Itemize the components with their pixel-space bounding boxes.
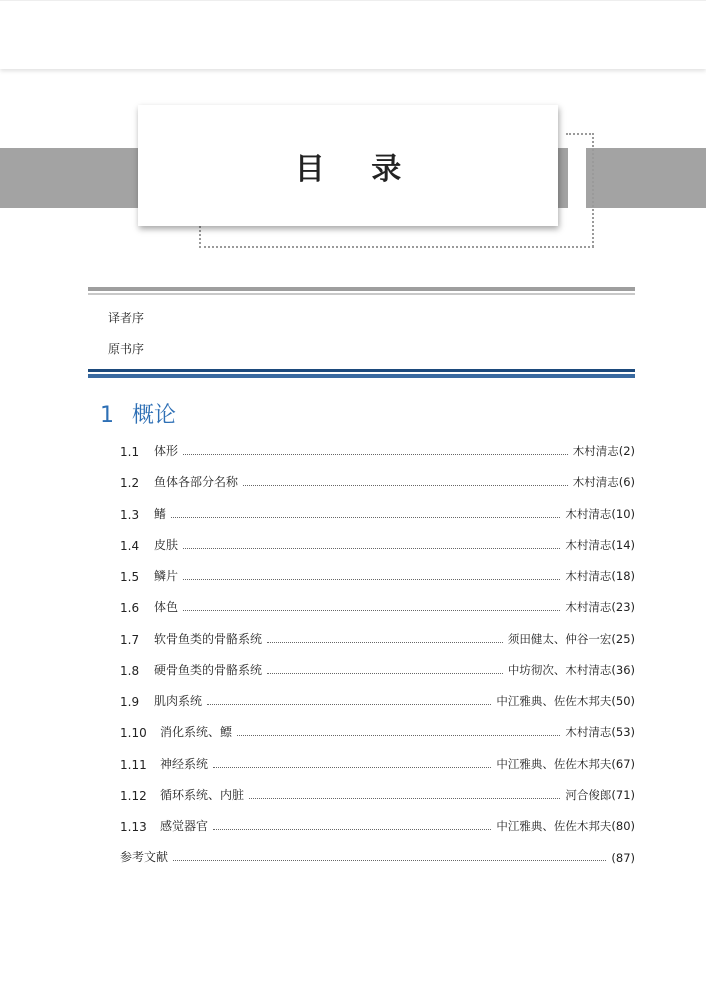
entry-title: 肌肉系统	[154, 694, 203, 708]
divider-blue-bottom	[88, 374, 635, 378]
entry-title: 鱼体各部分名称	[154, 475, 239, 489]
entry-number: 1.5	[120, 570, 140, 584]
dot-leader	[237, 735, 560, 736]
dot-leader	[213, 829, 491, 830]
toc-entry[interactable]	[120, 472, 635, 490]
toc-entry-references[interactable]	[120, 847, 635, 865]
entry-title: 参考文献	[120, 850, 169, 864]
entry-title: 体色	[154, 600, 179, 614]
entry-author-page: 木村清志(2)	[572, 444, 635, 458]
dot-leader	[183, 579, 560, 580]
toc-entry[interactable]	[120, 754, 635, 772]
chapter-heading[interactable]	[100, 398, 176, 429]
entry-number: 1.9	[120, 695, 140, 709]
toc-entry[interactable]	[120, 597, 635, 615]
entry-title: 感觉器官	[160, 819, 209, 833]
dot-leader	[213, 767, 491, 768]
header-band-left	[0, 148, 140, 208]
toc-entry[interactable]	[120, 629, 635, 647]
entry-author-page: 河合俊郎(71)	[565, 788, 635, 802]
entry-title: 鳞片	[154, 569, 179, 583]
entry-author-page: 木村清志(10)	[565, 507, 635, 521]
entry-number: 1.3	[120, 508, 140, 522]
toc-entry[interactable]	[120, 441, 635, 459]
entry-title: 神经系统	[160, 757, 209, 771]
entry-title: 硬骨鱼类的骨骼系统	[154, 663, 263, 677]
chapter-title: 概论	[132, 403, 177, 428]
dot-leader	[183, 454, 568, 455]
page-title: 目 录	[294, 151, 420, 187]
dotted-frame-bottom	[199, 226, 594, 248]
entry-author-page: 中江雅典、佐佐木邦夫(50)	[496, 694, 635, 708]
toc-entry[interactable]	[120, 535, 635, 553]
entry-number: 1.6	[120, 601, 140, 615]
entry-title: 软骨鱼类的骨骼系统	[154, 632, 263, 646]
dot-leader	[171, 517, 560, 518]
divider-gray-bottom	[88, 293, 635, 295]
dot-leader	[173, 860, 606, 861]
toc-preface-original[interactable]: 原书序	[108, 342, 145, 356]
entry-author-page: 须田健太、仲谷一宏(25)	[507, 632, 635, 646]
entry-title: 消化系统、鳔	[160, 725, 233, 739]
entry-author-page: 木村清志(23)	[565, 600, 635, 614]
dot-leader	[183, 548, 560, 549]
dot-leader	[207, 704, 491, 705]
entry-title: 鳍	[154, 507, 167, 521]
toc-entry[interactable]	[120, 816, 635, 834]
entry-number: 1.2	[120, 476, 140, 490]
dot-leader	[243, 485, 568, 486]
toc-entry[interactable]	[120, 785, 635, 803]
entry-number: 1.13	[120, 820, 147, 834]
entry-author-page: 中江雅典、佐佐木邦夫(67)	[496, 757, 635, 771]
entry-page: (87)	[611, 851, 635, 865]
toc-entry[interactable]	[120, 504, 635, 522]
entry-number: 1.10	[120, 726, 147, 740]
toc-entry[interactable]	[120, 722, 635, 740]
divider-gray-top	[88, 287, 635, 291]
toc-entry[interactable]	[120, 660, 635, 678]
entry-number: 1.1	[120, 445, 140, 459]
entry-author-page: 中江雅典、佐佐木邦夫(80)	[496, 819, 635, 833]
dot-leader	[183, 610, 560, 611]
entry-title: 皮肤	[154, 538, 179, 552]
entry-title: 体形	[154, 444, 179, 458]
entry-author-page: 中坊彻次、木村清志(36)	[507, 663, 635, 677]
title-box	[138, 105, 558, 226]
header-band-right	[586, 148, 706, 208]
top-bar	[0, 0, 706, 69]
entry-title: 循环系统、内脏	[160, 788, 245, 802]
entry-number: 1.12	[120, 789, 147, 803]
toc-entry[interactable]	[120, 566, 635, 584]
entry-number: 1.7	[120, 633, 140, 647]
entry-author-page: 木村清志(14)	[565, 538, 635, 552]
dot-leader	[267, 642, 503, 643]
divider-blue-top	[88, 369, 635, 372]
entry-number: 1.11	[120, 758, 147, 772]
entry-author-page: 木村清志(53)	[565, 725, 635, 739]
dot-leader	[267, 673, 503, 674]
entry-number: 1.4	[120, 539, 140, 553]
entry-author-page: 木村清志(6)	[572, 475, 635, 489]
entry-author-page: 木村清志(18)	[565, 569, 635, 583]
dot-leader	[249, 798, 560, 799]
entry-number: 1.8	[120, 664, 140, 678]
chapter-number: 1	[100, 403, 114, 428]
toc-preface-translator[interactable]: 译者序	[108, 311, 145, 325]
toc-entry[interactable]	[120, 691, 635, 709]
